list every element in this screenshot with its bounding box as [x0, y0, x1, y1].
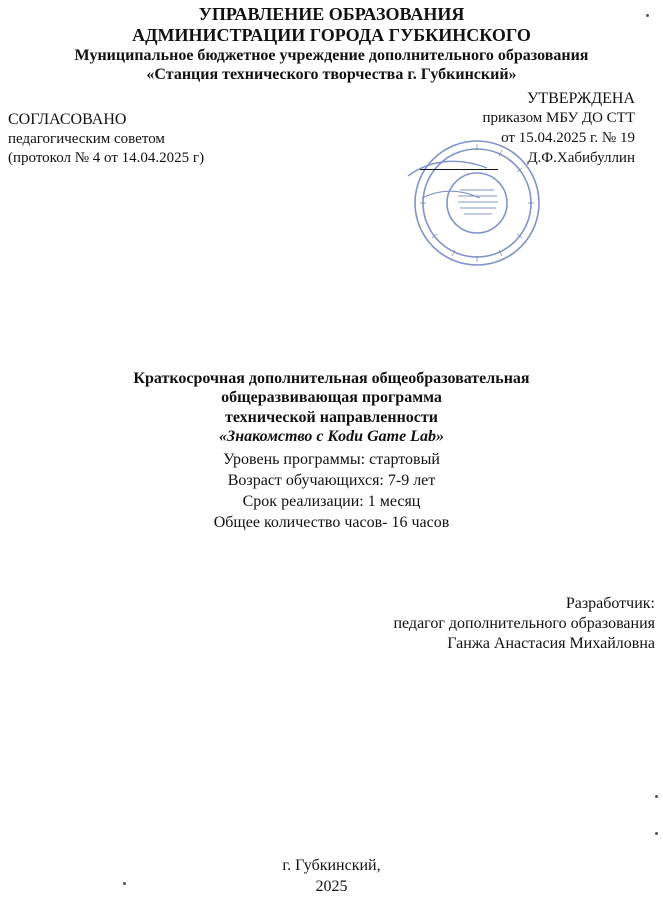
scan-speck [646, 14, 649, 17]
scan-speck [655, 832, 658, 835]
header-line-3: Муниципальное бюджетное учреждение дополнительного образования [74, 47, 589, 64]
program-hours: Общее количество часов- 16 часов [213, 514, 450, 531]
header-line-2: АДМИНИСТРАЦИИ ГОРОДА ГУБКИНСКОГО [132, 25, 531, 45]
scan-speck [123, 882, 126, 885]
developer-position: педагог дополнительного образования [393, 615, 655, 632]
signer-name: Д.Ф.Хабибуллин [527, 150, 635, 166]
header-line-1: УПРАВЛЕНИЕ ОБРАЗОВАНИЯ [198, 4, 465, 24]
header-line-4: «Станция технического творчества г. Губкинский» [146, 66, 517, 83]
approved-line-left-1: педагогическим советом [8, 131, 165, 147]
footer-year: 2025 [315, 878, 348, 895]
program-duration: Срок реализации: 1 месяц [242, 493, 421, 510]
program-title-3: технической направленности [225, 409, 438, 426]
program-name: «Знакомство с Kodu Game Lab» [219, 428, 444, 445]
developer-name: Ганжа Анастасия Михайловна [447, 635, 655, 652]
developer-label: Разработчик: [565, 595, 655, 612]
scan-speck [655, 795, 658, 798]
program-title-2: общеразвивающая программа [221, 389, 442, 406]
program-title-1: Краткосрочная дополнительная общеобразовательная [133, 370, 530, 387]
approved-line-right-1: приказом МБУ ДО СТТ [482, 110, 635, 126]
approved-line-right-2: от 15.04.2025 г. № 19 [501, 130, 635, 146]
approved-title-left: СОГЛАСОВАНО [8, 111, 127, 128]
approved-line-left-2: (протокол № 4 от 14.04.2025 г) [8, 150, 205, 166]
program-age: Возраст обучающихся: 7-9 лет [227, 472, 436, 489]
footer-city: г. Губкинский, [282, 857, 381, 874]
program-level: Уровень программы: стартовый [223, 451, 440, 468]
approved-title-right: УТВЕРЖДЕНА [526, 90, 635, 107]
signature-line [420, 169, 498, 170]
